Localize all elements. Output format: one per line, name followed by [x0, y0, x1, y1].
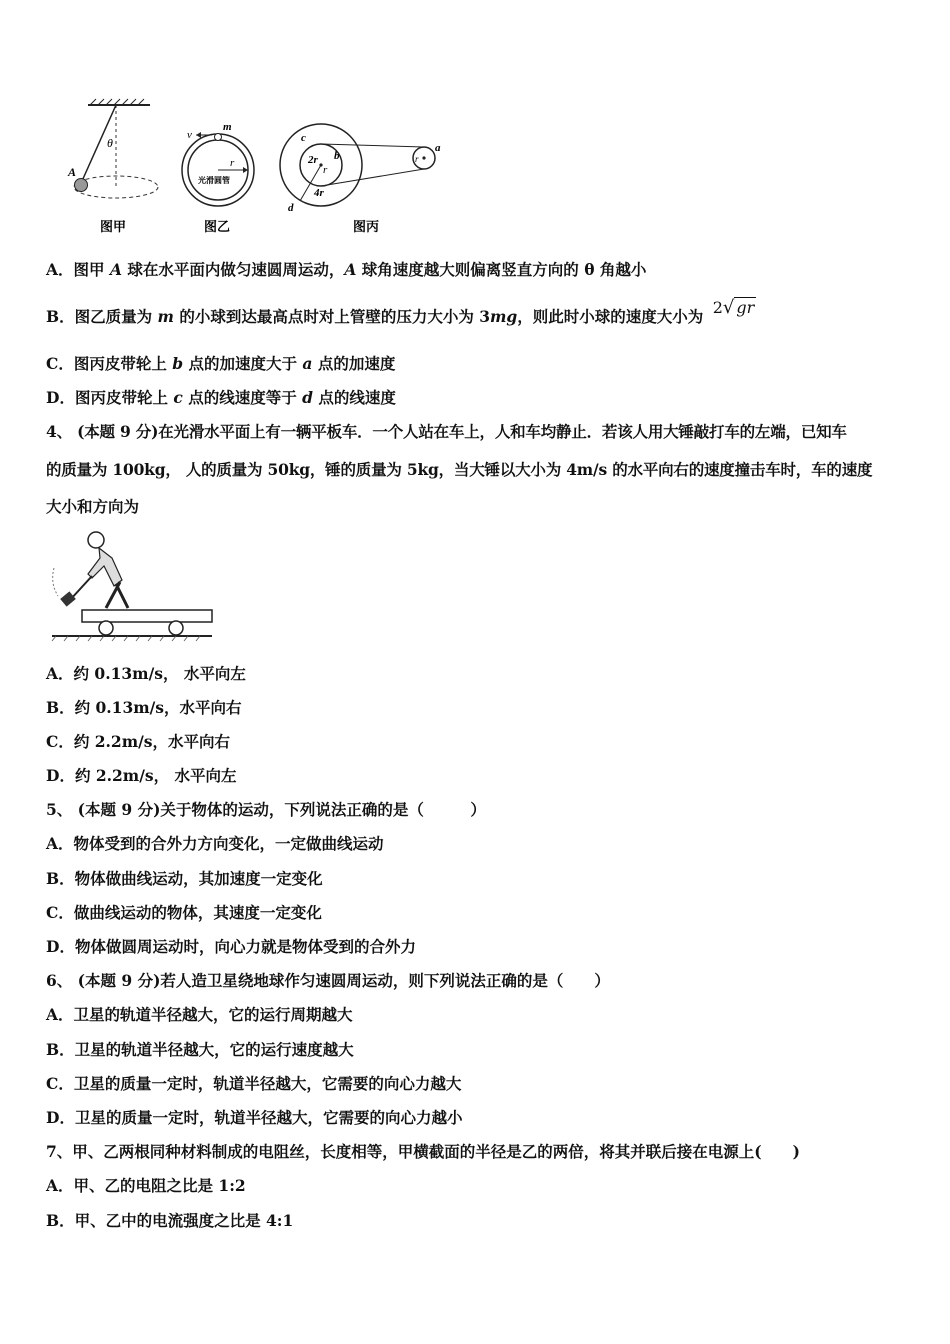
caption-yi: 图乙 [204, 220, 231, 235]
label-b: b [334, 150, 340, 162]
caption-bing: 图丙 [353, 220, 380, 235]
q4-option-c: C．约 2.2m/s，水平向右 [46, 732, 230, 751]
q5-stem: 5、 (本题 9 分)关于物体的运动，下列说法正确的是（ ） [46, 800, 486, 819]
q4-stem-line1: 4、 (本题 9 分)在光滑水平面上有一辆平板车．一个人站在车上，人和车均静止．若该人用大锤敲打车的左端，已知车 [46, 422, 847, 441]
q7-option-a: A．甲、乙的电阻之比是 1:2 [46, 1176, 246, 1195]
label-d: d [288, 202, 294, 214]
q6-option-a: A．卫星的轨道半径越大，它的运行周期越大 [46, 1005, 353, 1024]
q3-option-b: B．图乙质量为 m 的小球到达最高点时对上管壁的压力大小为 3mg，则此时小球的速度大小为 2√ gr [46, 297, 755, 326]
figure-bing [280, 124, 441, 235]
label-theta: θ [107, 136, 113, 150]
q6-stem: 6、 (本题 9 分)若人造卫星绕地球作匀速圆周运动，则下列说法正确的是（ ） [46, 971, 610, 990]
figure-jia [67, 99, 158, 235]
q6-option-c: C．卫星的质量一定时，轨道半径越大，它需要的向心力越大 [46, 1074, 462, 1093]
q5-option-d: D．物体做圆周运动时，向心力就是物体受到的合外力 [46, 937, 416, 956]
label-A: A [68, 165, 77, 179]
ball-a [75, 179, 88, 192]
q4-option-b: B．约 0.13m/s，水平向右 [46, 698, 242, 717]
q4-stem-line3: 大小和方向为 [46, 497, 140, 516]
q4-stem-line2: 的质量为 100kg， 人的质量为 50kg，锤的质量为 5kg，当大锤以大小为 4m/s 的水平向右的速度撞击车时，车的速度 [46, 460, 873, 479]
q6-option-d: D．卫星的质量一定时，轨道半径越大，它需要的向心力越小 [46, 1108, 463, 1127]
label-v: v [187, 129, 192, 141]
q3-option-d: D．图丙皮带轮上 c 点的线速度等于 d 点的线速度 [46, 388, 396, 407]
figure-yi [182, 121, 254, 235]
label-tube: 光滑圆管 [198, 176, 230, 185]
person-head [88, 532, 104, 548]
q5-option-b: B．物体做曲线运动，其加速度一定变化 [46, 869, 323, 888]
label-r-inner: r [323, 164, 328, 176]
q7-stem: 7、甲、乙两根同种材料制成的电阻丝，长度相等，甲横截面的半径是乙的两倍，将其并联后接在电源上( ) [46, 1142, 800, 1161]
formula-2-sqrt-gr: 2√ gr [712, 297, 755, 318]
hammer-head [60, 591, 76, 606]
circular-motion-figures [60, 95, 460, 240]
q7-option-b: B．甲、乙中的电流强度之比是 4:1 [46, 1211, 294, 1230]
q5-option-c: C．做曲线运动的物体，其速度一定变化 [46, 903, 322, 922]
caption-jia: 图甲 [100, 220, 127, 235]
label-4r: 4r [314, 187, 324, 199]
q4-option-d: D．约 2.2m/s， 水平向左 [46, 766, 237, 785]
label-m: m [223, 121, 232, 133]
cart-wheel-right [169, 621, 183, 635]
cart [82, 610, 212, 622]
q6-option-b: B．卫星的轨道半径越大，它的运行速度越大 [46, 1040, 354, 1059]
label-2r: 2r [308, 154, 318, 166]
hammer-cart-figure [44, 528, 219, 643]
ball-m [215, 134, 222, 141]
q3-option-c: C．图丙皮带轮上 b 点的加速度大于 a 点的加速度 [46, 354, 396, 373]
q3-option-a: A．图甲 A 球在水平面内做匀速圆周运动，A 球角速度越大则偏离竖直方向的 θ 角越小 [46, 260, 647, 279]
label-r-yi: r [230, 157, 235, 169]
cart-wheel-left [99, 621, 113, 635]
q5-option-a: A．物体受到的合外力方向变化，一定做曲线运动 [46, 834, 384, 853]
label-a: a [435, 142, 441, 154]
label-r-small: r [415, 154, 419, 164]
q4-option-a: A．约 0.13m/s， 水平向左 [46, 664, 246, 683]
label-c: c [301, 132, 306, 144]
